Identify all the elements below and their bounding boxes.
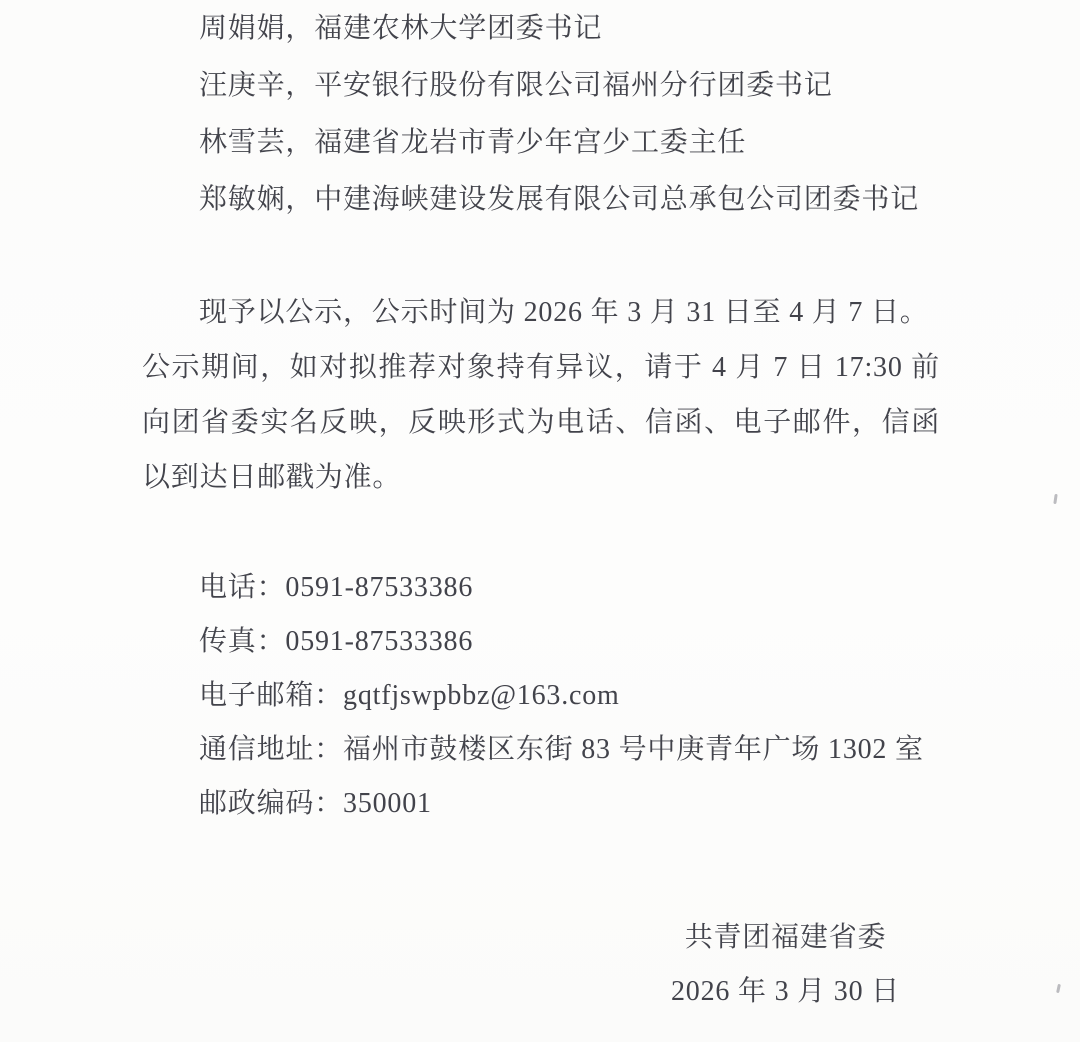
contact-phone [199,561,940,615]
contact-email-label: 电子邮箱： [199,680,344,711]
contact-postcode [199,777,940,831]
contact-fax-label: 传真： [199,626,286,657]
signature-date: 2026 年 3 月 30 日 [670,976,900,1007]
contact-address-label: 通信地址： [199,734,344,765]
contact-phone-value: 0591-87533386 [285,572,474,603]
signature-block [671,911,900,1019]
contact-info [142,561,940,831]
nominee-line: 汪庚辛，平安银行股份有限公司福州分行团委书记 [199,70,833,101]
contact-fax [199,615,940,669]
contact-postcode-value: 350001 [343,788,432,819]
nominee-line: 郑敏娴，中建海峡建设发展有限公司总承包公司团委书记 [199,184,920,215]
document-body [142,0,940,1019]
contact-email-value: gqtfjswpbbz@163.com [343,680,620,711]
notice-line: 现予以公示，公示时间为 2026 年 3 月 31 日至 4 月 7 日。 [199,297,929,328]
notice-line: 公示期间，如对拟推荐对象持有异议，请于 4 月 7 日 17:30 前 [142,352,940,383]
scan-speck [1053,494,1057,504]
nominee-list [142,0,940,228]
nominee-line: 林雪芸，福建省龙岩市青少年宫少工委主任 [199,127,747,158]
contact-postcode-label: 邮政编码： [199,788,344,819]
scan-speck [1056,984,1061,993]
contact-address-value: 福州市鼓楼区东街 83 号中庚青年广场 1302 室 [343,734,924,765]
signature-org: 共青团福建省委 [684,922,887,953]
notice-paragraph [142,285,940,505]
notice-line: 以到达日邮戳为准。 [142,462,402,493]
contact-fax-value: 0591-87533386 [285,626,474,657]
notice-line: 向团省委实名反映，反映形式为电话、信函、电子邮件，信函 [142,407,940,438]
nominee-line: 周娟娟，福建农林大学团委书记 [199,13,603,44]
contact-address [199,723,940,777]
contact-email [199,669,940,723]
contact-phone-label: 电话： [199,572,286,603]
